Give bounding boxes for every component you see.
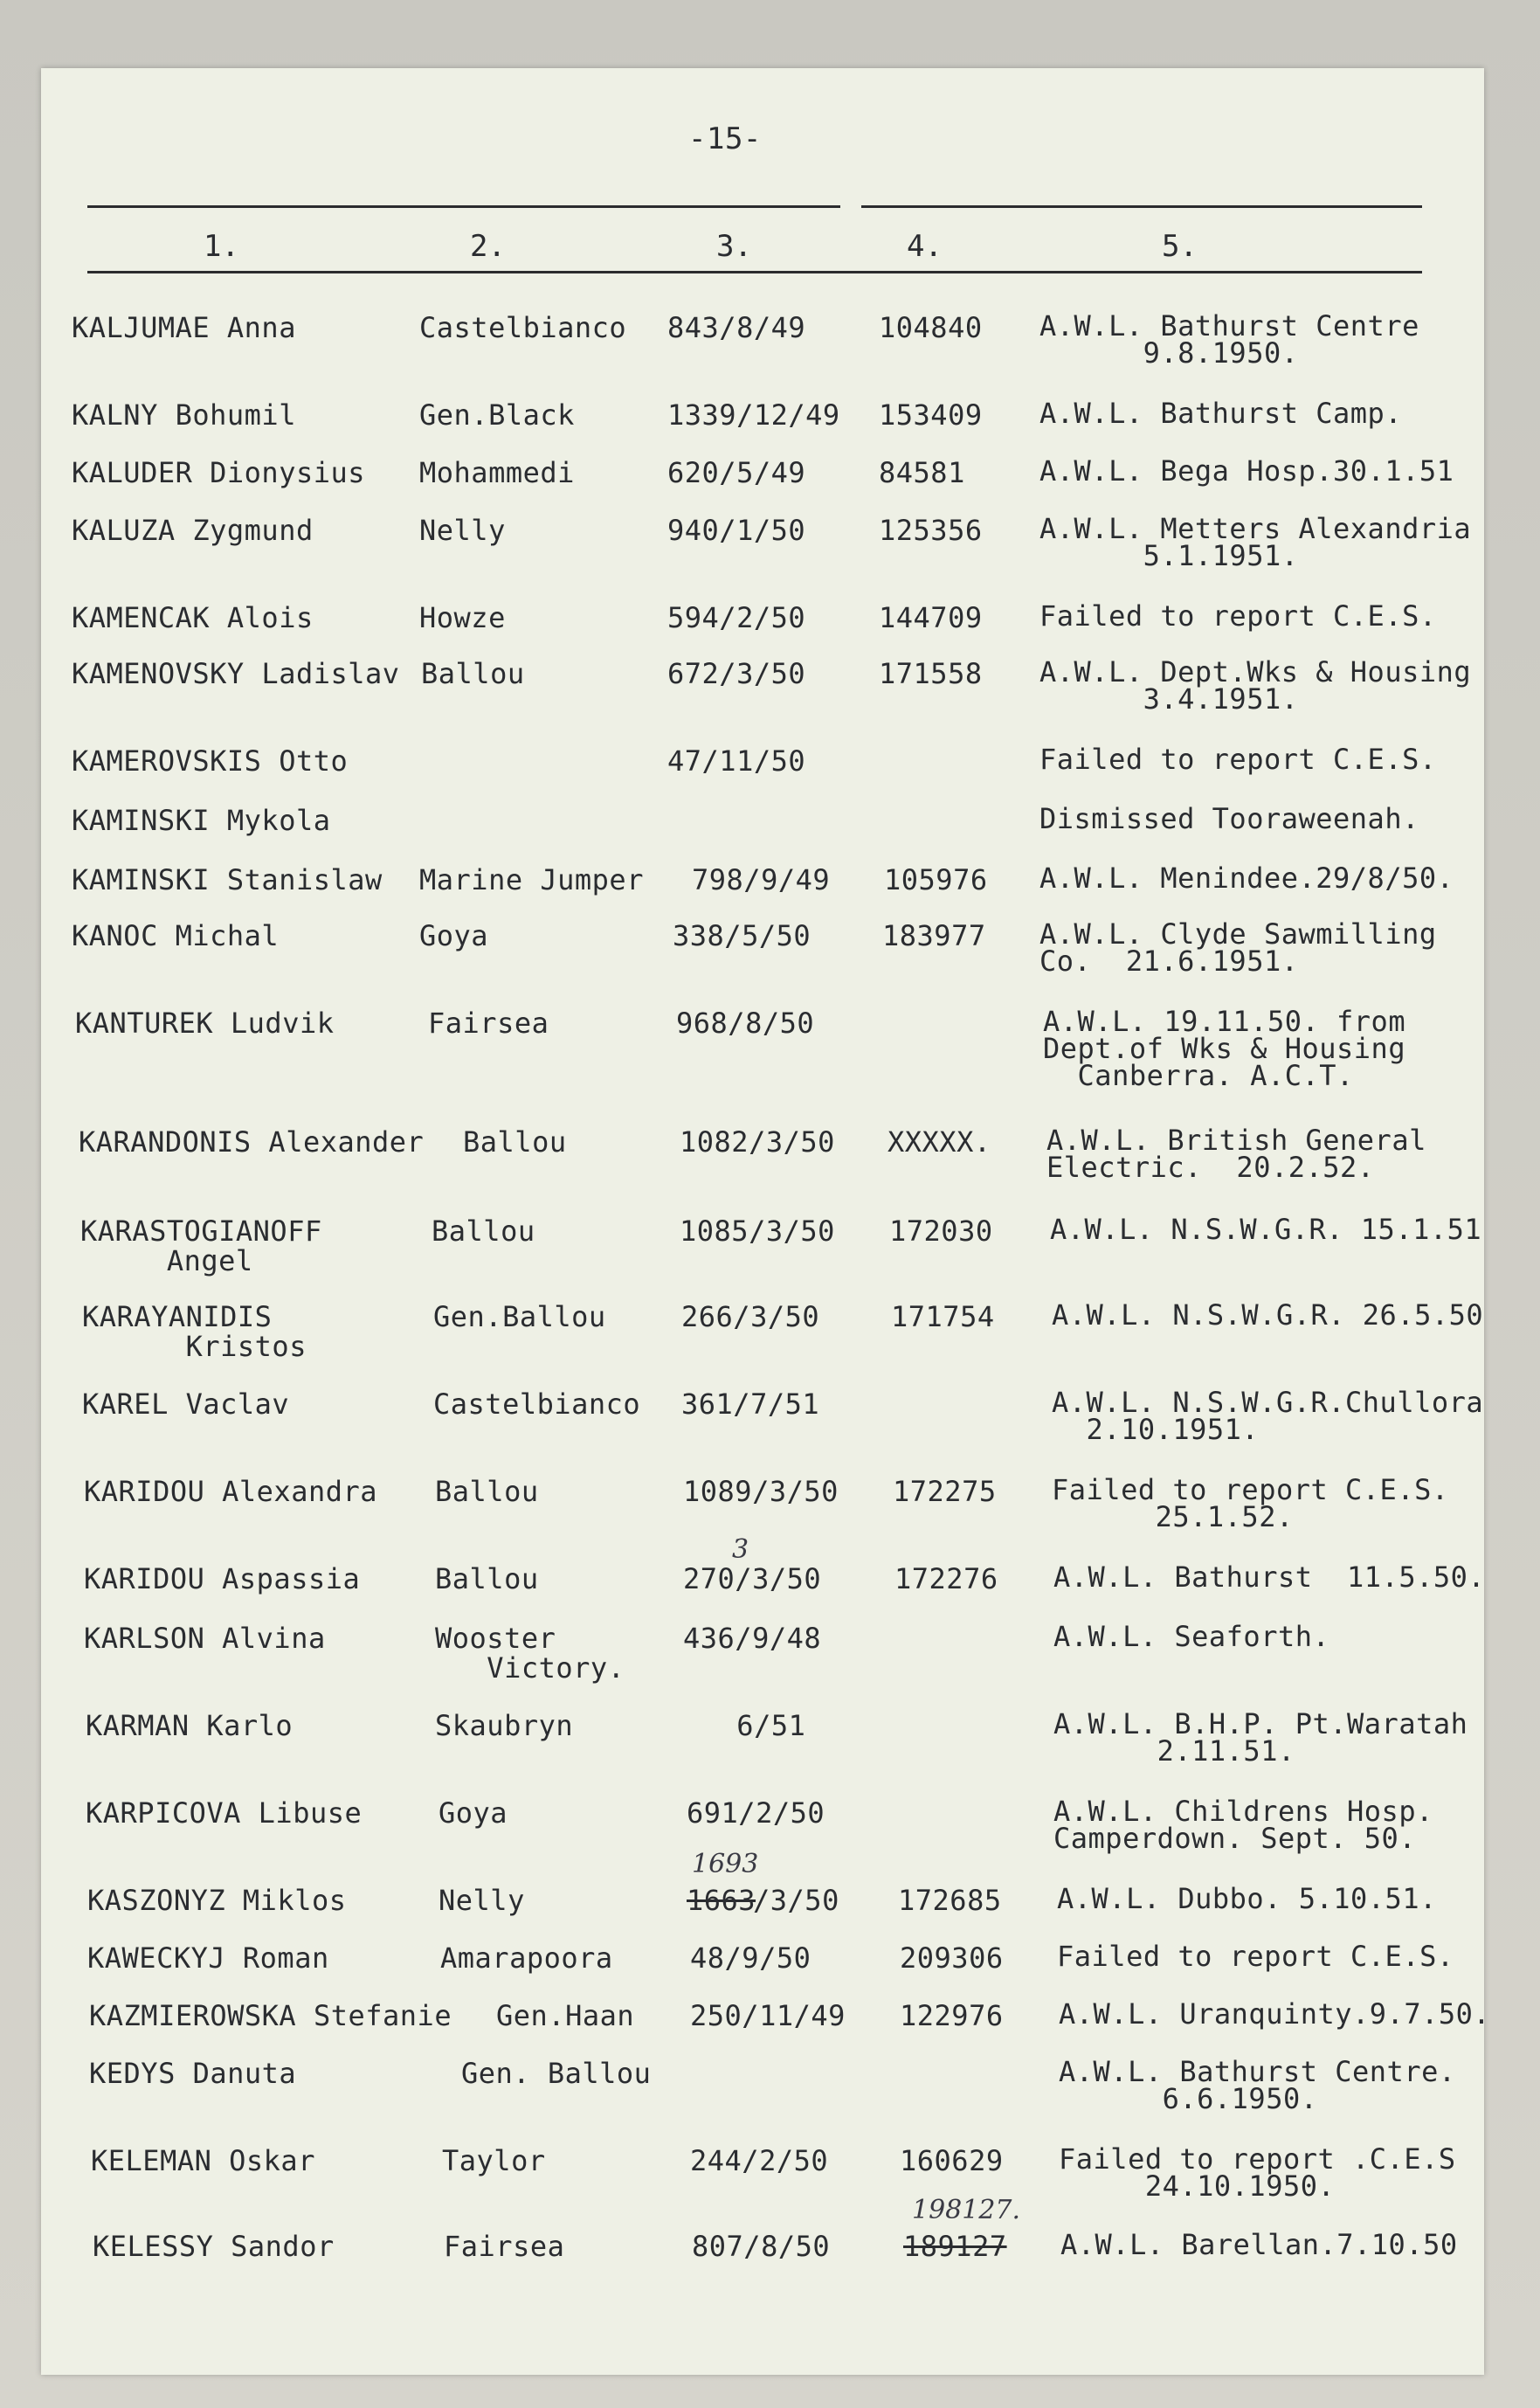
table-row bbox=[0, 2055, 1540, 2115]
name-cell: KARAYANIDIS Kristos bbox=[82, 1300, 307, 1363]
reference-cell: 266/3/50 bbox=[681, 1300, 820, 1333]
ship-cell: Castelbianco bbox=[419, 311, 627, 344]
table-row bbox=[0, 1213, 1540, 1277]
remark-cell: A.W.L. Bathurst Camp. bbox=[1039, 397, 1403, 430]
number-cell: 171754 bbox=[891, 1300, 995, 1333]
remark-cell: Failed to report C.E.S. bbox=[1039, 599, 1437, 633]
number-cell: 84581 bbox=[879, 456, 965, 489]
table-row bbox=[0, 397, 1540, 453]
number-cell: 122976 bbox=[900, 1999, 1004, 2032]
ship-cell: Nelly bbox=[439, 1884, 525, 1917]
handwritten-correction-kelessy: 198127. bbox=[912, 2195, 1021, 2225]
name-cell: KALJUMAE Anna bbox=[72, 311, 296, 344]
remark-cell: A.W.L. Bathurst 11.5.50. bbox=[1053, 1560, 1486, 1594]
name-cell: KAZMIEROWSKA Stefanie bbox=[89, 1999, 452, 2032]
remark-cell: Failed to report C.E.S. 25.1.52. bbox=[1052, 1473, 1449, 1533]
remark-cell: A.W.L. Uranquinty.9.7.50. bbox=[1059, 1997, 1491, 2031]
name-cell: KAMENOVSKY Ladislav bbox=[72, 657, 400, 690]
name-cell: KARMAN Karlo bbox=[86, 1709, 293, 1742]
remark-cell: A.W.L. Seaforth. bbox=[1053, 1620, 1330, 1653]
name-cell: KARIDOU Alexandra bbox=[84, 1475, 378, 1508]
table-row bbox=[0, 917, 1540, 978]
remark-cell: A.W.L. N.S.W.G.R. 26.5.50 bbox=[1052, 1298, 1484, 1332]
name-cell: KALUZA Zygmund bbox=[72, 514, 314, 547]
reference-cell: 250/11/49 bbox=[690, 1999, 846, 2032]
number-cell: 171558 bbox=[879, 657, 983, 690]
reference-cell: 672/3/50 bbox=[667, 657, 806, 690]
table-row bbox=[0, 1473, 1540, 1533]
name-cell: KELEMAN Oskar bbox=[91, 2144, 315, 2177]
name-cell: KAMENCAK Alois bbox=[72, 601, 314, 634]
header-bottom-rule bbox=[87, 271, 1422, 273]
reference-cell: 436/9/48 bbox=[683, 1622, 822, 1655]
ship-cell: Gen.Haan bbox=[496, 1999, 635, 2032]
ship-cell: Taylor bbox=[442, 2144, 546, 2177]
remark-cell: A.W.L. Dept.Wks & Housing 3.4.1951. bbox=[1039, 655, 1472, 716]
table-row bbox=[0, 1005, 1540, 1092]
remark-cell: A.W.L. Metters Alexandria 5.1.1951. bbox=[1039, 512, 1472, 572]
ship-cell: Wooster Victory. bbox=[435, 1622, 625, 1685]
reference-cell: 47/11/50 bbox=[667, 744, 806, 778]
remark-cell: A.W.L. N.S.W.G.R.Chullora 2.10.1951. bbox=[1052, 1386, 1484, 1446]
number-cell: 172275 bbox=[893, 1475, 997, 1508]
ship-cell: Gen.Black bbox=[419, 398, 575, 432]
remark-cell: A.W.L. Dubbo. 5.10.51. bbox=[1057, 1882, 1437, 1915]
table-row bbox=[0, 1298, 1540, 1363]
table-row bbox=[0, 454, 1540, 510]
reference-cell: 244/2/50 bbox=[690, 2144, 829, 2177]
column-header-5: 5. bbox=[1162, 229, 1198, 264]
column-header-2: 2. bbox=[470, 229, 506, 264]
name-cell: KASZONYZ Miklos bbox=[87, 1884, 347, 1917]
table-row bbox=[0, 1707, 1540, 1768]
remark-cell: A.W.L. Childrens Hosp. Camperdown. Sept. 50. bbox=[1053, 1795, 1433, 1855]
reference-cell: 968/8/50 bbox=[676, 1007, 815, 1040]
remark-cell: A.W.L. Clyde Sawmilling Co. 21.6.1951. bbox=[1039, 917, 1437, 978]
table-row bbox=[0, 1940, 1540, 1996]
remark-cell: Failed to report C.E.S. bbox=[1039, 743, 1437, 776]
reference-cell: 338/5/50 bbox=[673, 919, 811, 952]
name-cell: KARANDONIS Alexander bbox=[79, 1125, 425, 1159]
reference-cell: 940/1/50 bbox=[667, 514, 806, 547]
table-row bbox=[0, 1124, 1540, 1184]
ship-cell: Ballou bbox=[435, 1562, 539, 1595]
ship-cell: Castelbianco bbox=[433, 1387, 641, 1421]
number-cell: 125356 bbox=[879, 514, 983, 547]
struck-reference-kaszonyz: 1663 bbox=[687, 1884, 756, 1917]
page-number: -15- bbox=[688, 121, 762, 156]
ship-cell: Ballou bbox=[435, 1475, 539, 1508]
table-row bbox=[0, 599, 1540, 655]
ship-cell: Ballou bbox=[463, 1125, 567, 1159]
remark-cell: Failed to report C.E.S. bbox=[1057, 1940, 1454, 1973]
name-cell: KAMEROVSKIS Otto bbox=[72, 744, 349, 778]
reference-cell: 1339/12/49 bbox=[667, 398, 840, 432]
ship-cell: Marine Jumper bbox=[419, 863, 644, 896]
name-cell: KANOC Michal bbox=[72, 919, 280, 952]
ship-cell: Goya bbox=[419, 919, 489, 952]
ship-cell: Gen.Ballou bbox=[433, 1300, 606, 1333]
remark-cell: A.W.L. B.H.P. Pt.Waratah 2.11.51. bbox=[1053, 1707, 1468, 1768]
header-top-rule-left bbox=[87, 205, 840, 208]
remark-cell: A.W.L. Bega Hosp.30.1.51 bbox=[1039, 454, 1454, 488]
number-cell: 105976 bbox=[884, 863, 988, 896]
reference-cell: 807/8/50 bbox=[692, 2230, 831, 2263]
name-cell: KANTUREK Ludvik bbox=[75, 1007, 335, 1040]
name-cell: KARLSON Alvina bbox=[84, 1622, 326, 1655]
table-row bbox=[0, 861, 1540, 917]
ship-cell: Ballou bbox=[421, 657, 525, 690]
name-cell: KEDYS Danuta bbox=[89, 2057, 297, 2090]
number-cell: 172030 bbox=[889, 1214, 993, 1248]
table-row bbox=[0, 802, 1540, 858]
reference-suffix-kaszonyz: /3/50 bbox=[753, 1884, 839, 1917]
remark-cell: A.W.L. 19.11.50. from Dept.of Wks & Housing Canberra. A.C.T. bbox=[1043, 1005, 1406, 1092]
ship-cell: Skaubryn bbox=[435, 1709, 574, 1742]
name-cell: KARASTOGIANOFF Angel bbox=[80, 1214, 322, 1277]
name-cell: KARPICOVA Libuse bbox=[86, 1796, 363, 1830]
number-cell: XXXXX. bbox=[887, 1125, 991, 1159]
number-cell: 183977 bbox=[882, 919, 986, 952]
remark-cell: Failed to report .C.E.S 24.10.1950. bbox=[1059, 2142, 1456, 2203]
name-cell: KAMINSKI Stanislaw bbox=[72, 863, 383, 896]
name-cell: KELESSY Sandor bbox=[93, 2230, 335, 2263]
table-row bbox=[0, 655, 1540, 716]
column-header-3: 3. bbox=[716, 229, 752, 264]
table-row bbox=[0, 2142, 1540, 2203]
table-row bbox=[0, 309, 1540, 370]
table-row bbox=[0, 1997, 1540, 2053]
number-cell: 172276 bbox=[894, 1562, 998, 1595]
reference-cell: 1089/3/50 bbox=[683, 1475, 839, 1508]
ship-cell: Ballou bbox=[432, 1214, 535, 1248]
name-cell: KAWECKYJ Roman bbox=[87, 1941, 329, 1975]
name-cell: KAREL Vaclav bbox=[82, 1387, 290, 1421]
name-cell: KALNY Bohumil bbox=[72, 398, 296, 432]
header-top-rule-right bbox=[861, 205, 1422, 208]
ship-cell: Nelly bbox=[419, 514, 506, 547]
table-row bbox=[0, 2228, 1540, 2284]
reference-cell: 594/2/50 bbox=[667, 601, 806, 634]
name-cell: KAMINSKI Mykola bbox=[72, 804, 331, 837]
reference-cell: 1085/3/50 bbox=[680, 1214, 835, 1248]
remark-cell: A.W.L. Barellan.7.10.50 bbox=[1060, 2228, 1458, 2261]
number-cell: 153409 bbox=[879, 398, 983, 432]
handwritten-correction-kaszonyz: 1693 bbox=[692, 1849, 759, 1879]
number-cell: 104840 bbox=[879, 311, 983, 344]
table-row bbox=[0, 1386, 1540, 1446]
reference-cell: 798/9/49 bbox=[692, 863, 831, 896]
reference-cell: 843/8/49 bbox=[667, 311, 806, 344]
ship-cell: Fairsea bbox=[444, 2230, 565, 2263]
number-cell: 209306 bbox=[900, 1941, 1004, 1975]
reference-cell: 1082/3/50 bbox=[680, 1125, 835, 1159]
remark-cell: A.W.L. British General Electric. 20.2.52. bbox=[1046, 1124, 1426, 1184]
table-row bbox=[0, 743, 1540, 799]
reference-cell: 691/2/50 bbox=[687, 1796, 825, 1830]
ship-cell: Mohammedi bbox=[419, 456, 575, 489]
column-header-4: 4. bbox=[907, 229, 943, 264]
reference-cell: 48/9/50 bbox=[690, 1941, 811, 1975]
number-cell: 160629 bbox=[900, 2144, 1004, 2177]
reference-cell: 270/3/50 bbox=[683, 1562, 822, 1595]
ship-cell: Amarapoora bbox=[440, 1941, 613, 1975]
number-cell: 172685 bbox=[898, 1884, 1002, 1917]
reference-cell: 620/5/49 bbox=[667, 456, 806, 489]
column-header-1: 1. bbox=[204, 229, 239, 264]
remark-cell: A.W.L. N.S.W.G.R. 15.1.51 bbox=[1050, 1213, 1482, 1246]
reference-cell: 6/51 bbox=[685, 1709, 806, 1742]
name-cell: KARIDOU Aspassia bbox=[84, 1562, 361, 1595]
number-cell: 189127 bbox=[903, 2230, 1007, 2263]
ship-cell: Fairsea bbox=[428, 1007, 549, 1040]
remark-cell: Dismissed Tooraweenah. bbox=[1039, 802, 1419, 835]
table-row bbox=[0, 1620, 1540, 1685]
number-cell: 144709 bbox=[879, 601, 983, 634]
table-row bbox=[0, 1560, 1540, 1616]
reference-cell: 361/7/51 bbox=[681, 1387, 820, 1421]
remark-cell: A.W.L. Menindee.29/8/50. bbox=[1039, 861, 1454, 895]
table-row bbox=[0, 1795, 1540, 1855]
table-row bbox=[0, 512, 1540, 572]
name-cell: KALUDER Dionysius bbox=[72, 456, 366, 489]
handwritten-correction-karidou: 3 bbox=[732, 1534, 749, 1565]
ship-cell: Gen. Ballou bbox=[461, 2057, 652, 2090]
ship-cell: Goya bbox=[439, 1796, 508, 1830]
remark-cell: A.W.L. Bathurst Centre 9.8.1950. bbox=[1039, 309, 1419, 370]
remark-cell: A.W.L. Bathurst Centre. 6.6.1950. bbox=[1059, 2055, 1456, 2115]
ship-cell: Howze bbox=[419, 601, 506, 634]
